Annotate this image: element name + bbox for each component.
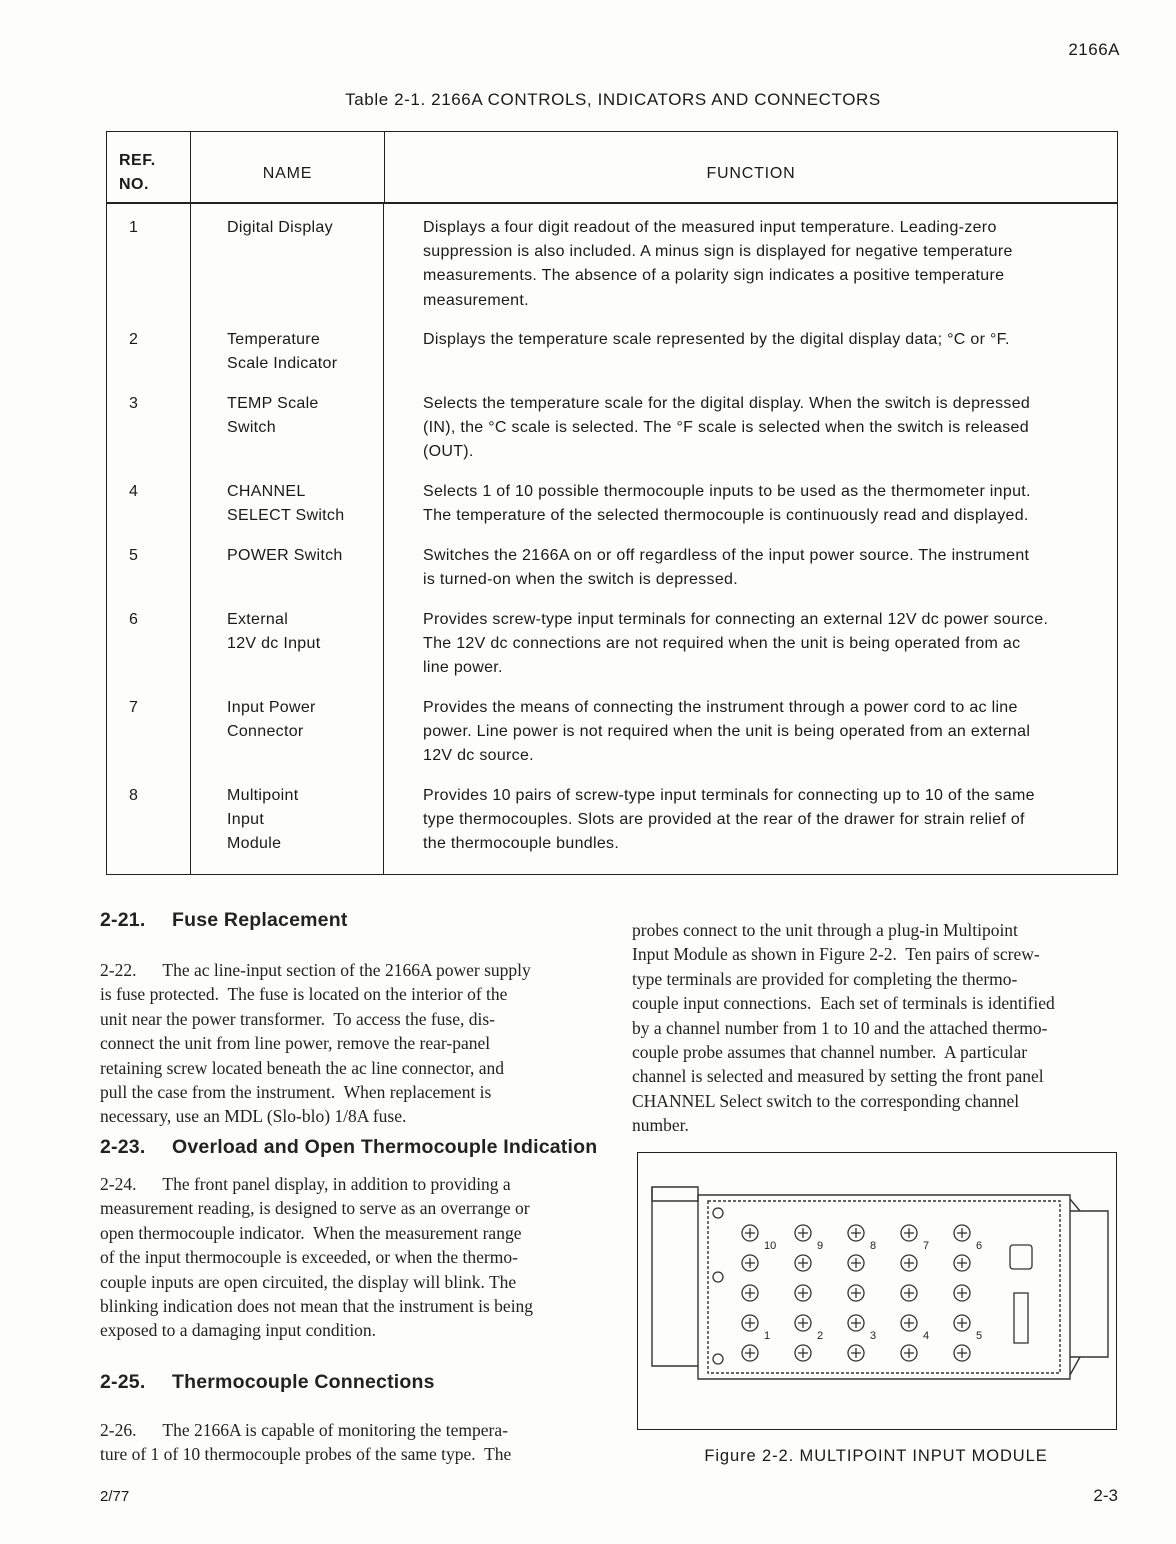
header-function: FUNCTION bbox=[706, 165, 796, 182]
row-ref: 3 bbox=[129, 395, 139, 412]
footer-date: 2/77 bbox=[100, 1488, 130, 1505]
row-ref: 1 bbox=[129, 219, 139, 236]
row-ref: 5 bbox=[129, 547, 139, 564]
row-ref: 2 bbox=[129, 331, 139, 348]
channel-label: 1 bbox=[764, 1330, 771, 1342]
row-name: Input Power Connector bbox=[227, 699, 316, 741]
row-function: Selects the temperature scale for the digital display. When the switch is depressed (IN), the °C scale is selected. The °F scale is selected when the switch is released (OUT). bbox=[423, 395, 1031, 461]
channel-label: 5 bbox=[976, 1330, 983, 1342]
paragraph-2-24: 2-24. The front panel display, in addition to providing a measurement reading, is designed to serve as an overrange or open thermocouple indicator. When the measurement range of the input thermocouple is exceeded, or when the thermo- couple inputs are open circuited, the display will blink. The blinking indication does not mean that the instrument is being exposed to a damaging input condition. bbox=[100, 1174, 534, 1341]
row-name: External 12V dc Input bbox=[227, 611, 321, 653]
paragraph-2-26: 2-26. The 2166A is capable of monitoring the tempera- ture of 1 of 10 thermocouple probes of the same type. The bbox=[100, 1420, 512, 1465]
row-function: Displays the temperature scale represented by the digital display data; °C or °F. bbox=[423, 331, 1010, 348]
table-title: Table 2-1. 2166A CONTROLS, INDICATORS AND CONNECTORS bbox=[345, 90, 881, 109]
row-function: Displays a four digit readout of the measured input temperature. Leading-zero suppression is also included. A minus sign is displayed for negative temperature measurements. The absence of a polarity sign indicates a positive temperature measurement. bbox=[423, 219, 1013, 309]
row-function: Selects 1 of 10 possible thermocouple inputs to be used as the thermometer input. The temperature of the selected thermocouple is continuously read and displayed. bbox=[423, 483, 1031, 525]
header-ref: REF. NO. bbox=[107, 132, 191, 202]
row-function: Switches the 2166A on or off regardless of the input power source. The instrument is turned-on when the switch is depressed. bbox=[423, 547, 1030, 589]
row-function: Provides the means of connecting the instrument through a power cord to ac line power. Line power is not required when the unit is being operated from an external 12V dc source. bbox=[423, 699, 1031, 765]
section-heading-2-21: 2-21. Fuse Replacement bbox=[100, 909, 348, 931]
header-name: NAME bbox=[191, 132, 385, 202]
row-ref: 4 bbox=[129, 483, 139, 500]
row-name: Digital Display bbox=[227, 219, 333, 236]
controls-table bbox=[106, 131, 1118, 875]
row-name: POWER Switch bbox=[227, 547, 343, 564]
module-drawing bbox=[638, 1153, 1115, 1428]
row-name: Temperature Scale Indicator bbox=[227, 331, 338, 373]
row-name: Multipoint Input Module bbox=[227, 787, 299, 853]
section-heading-2-25: 2-25. Thermocouple Connections bbox=[100, 1371, 435, 1393]
row-ref: 8 bbox=[129, 787, 139, 804]
channel-label: 10 bbox=[764, 1240, 777, 1252]
table-header bbox=[107, 132, 1117, 204]
row-function: Provides 10 pairs of screw-type input terminals for connecting up to 10 of the same type thermocouples. Slots are provided at the rear of the drawer for strain relief of the thermocouple bundles. bbox=[423, 787, 1035, 853]
page-number: 2-3 bbox=[1093, 1486, 1118, 1505]
paragraph-2-22: 2-22. The ac line-input section of the 2166A power supply is fuse protected. The fuse is located on the interior of the unit near the power transformer. To access the fuse, dis- connect the unit from line power, remove the rear-panel retaining screw located beneath the ac line connector, and pull the case from the instrument. When replacement is necessary, use an MDL (Slo-blo) 1/8A fuse. bbox=[100, 960, 531, 1127]
multipoint-input-module-figure bbox=[637, 1152, 1117, 1430]
paragraph-2-26-continued: probes connect to the unit through a plug-in Multipoint Input Module as shown in Figure 2-2. Ten pairs of screw- type terminals are provided for completing the thermo- couple input connections. Each set of terminals is identified by a channel number from 1 to 10 and the attached thermo- couple probe assumes that channel number. A particular channel is selected and measured by setting the front panel CHANNEL Select switch to the corresponding channel number. bbox=[632, 920, 1055, 1136]
channel-label: 4 bbox=[923, 1330, 930, 1342]
section-heading-2-23: 2-23. Overload and Open Thermocouple Indication bbox=[100, 1136, 598, 1158]
channel-label: 3 bbox=[870, 1330, 877, 1342]
row-name: CHANNEL SELECT Switch bbox=[227, 483, 345, 525]
channel-label: 6 bbox=[976, 1240, 983, 1252]
channel-label: 2 bbox=[817, 1330, 824, 1342]
row-function: Provides screw-type input terminals for connecting an external 12V dc power source. The 12V dc connections are not required when the unit is being operated from ac line power. bbox=[423, 611, 1049, 677]
row-name: TEMP Scale Switch bbox=[227, 395, 319, 437]
channel-label: 8 bbox=[870, 1240, 877, 1252]
table-body bbox=[107, 204, 1117, 874]
channel-label: 9 bbox=[817, 1240, 824, 1252]
row-ref: 7 bbox=[129, 699, 139, 716]
page-id: 2166A bbox=[1068, 40, 1120, 59]
channel-label: 7 bbox=[923, 1240, 930, 1252]
figure-caption: Figure 2-2. MULTIPOINT INPUT MODULE bbox=[704, 1447, 1048, 1465]
row-ref: 6 bbox=[129, 611, 139, 628]
